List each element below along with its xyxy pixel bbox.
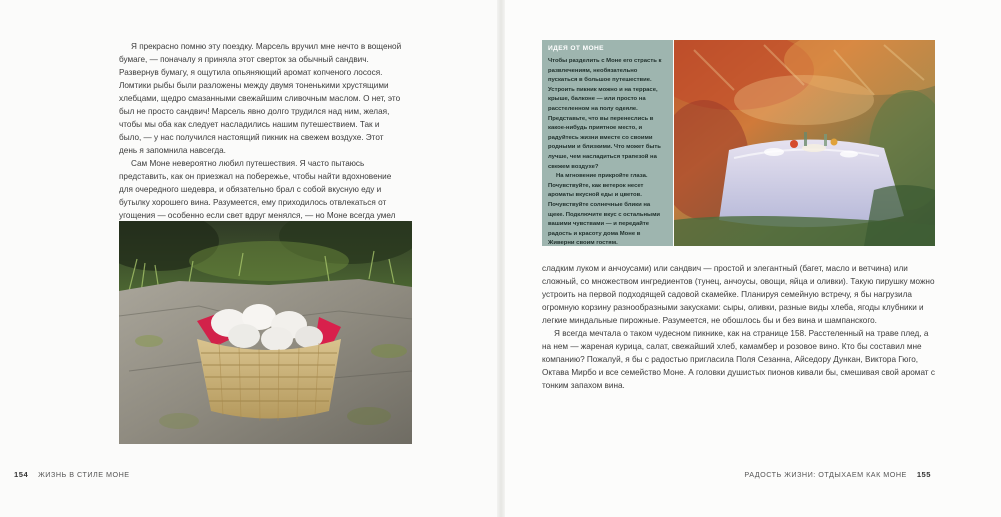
running-title: ЖИЗНЬ В СТИЛЕ МОНЕ bbox=[38, 470, 130, 479]
sidebar-title: ИДЕЯ ОТ МОНЕ bbox=[548, 45, 604, 52]
page-number: 155 bbox=[916, 470, 931, 479]
paragraph: Сам Моне невероятно любил путешествия. Я часто пытаюсь представить, как он приезжал на побережье, чтобы найти вдохновение для очередного шедевра, и обязательно брал с собой вкусную еду и бутылку хорошего вина. Разумеется, ему приходилось отвлекаться от угощения — особенно если свет вдруг менялся, — но Моне всегда умел bbox=[119, 159, 396, 220]
paragraph: сладким луком и анчоусами) или сандвич — простой и элегантный (багет, масло и ветчина) или сложный, со множеством ингредиентов (тунец, анчоусы, овощи, яйца и оливки). Такую пирушку можно устроить на первой подходящей садовой скамейке. Планируя семейную встречу, я бы нагрузила огромную корзину разнообразными закусками: сыры, оливки, разные виды хлеба, ягоды клубники и легкие миндальные пирожные. Разумеется, не обошлось бы и без вина и шампанского. bbox=[542, 264, 935, 325]
paragraph: Я всегда мечтала о таком чудесном пикнике, как на странице 158. Расстеленный на траве плед, а на нем — жареная курица, салат, свежайший хлеб, камамбер и розовое вино. Кто бы составил мне компанию? Пожалуй, я бы с радостью пригласила Поля Сезанна, Айседору Дункан, Виктора Гюго, Октава Мирбо и все семейство Моне. А головки душистых пионов кивали бы, смешивая свой аромат с тонким запахом вина. bbox=[542, 329, 935, 390]
monet-idea-sidebar bbox=[542, 40, 673, 246]
sidebar-paragraph: На мгновение прикройте глаза. Почувствуйте, как ветерок несет ароматы вкусной еды и цветов. Почувствуйте солнечные блики на щеке. Подключите вкус с остальными вашими чувствами — и передайте радость и красоту дома Моне в Живерни своим гостям. bbox=[548, 173, 661, 247]
right-page-body-text bbox=[542, 262, 935, 392]
monet-painting-table-under-trees bbox=[674, 40, 935, 246]
sidebar-paragraph: Чтобы разделить с Моне его страсть к развлечениям, необязательно пускаться в большое путешествие. Устроить пикник можно и на террасе, крыше, балконе — или просто на расстеленном на полу одеяле. Представьте, что вы перенеслись в какое-нибудь приятное место, и радуйтесь жизни вместе со своими родными и близкими. Что может быть лучше, чем насладиться трапезой на свежем воздухе? bbox=[548, 58, 662, 170]
basket-of-eggs-photo bbox=[119, 221, 412, 444]
sidebar-body bbox=[548, 57, 667, 249]
right-folio bbox=[744, 470, 931, 479]
left-folio bbox=[14, 470, 130, 479]
page-number: 154 bbox=[14, 470, 29, 479]
paragraph: Я прекрасно помню эту поездку. Марсель вручил мне нечто в вощеной бумаге, — поначалу я приняла этот сверток за обычный сандвич. Развернув бумагу, я ощутила опьяняющий аромат копченого лосося. Ломтики рыбы были разложены между двумя тоненькими хрустящими хлебцами, щедро смазанными свежайшим сливочным маслом. О нет, это был не просто сандвич! Марсель явно долго трудился над ним, желая, чтобы мы оба как следует насладились нашим путешествием. Так и было, — у нас получился настоящий пикник на свежем воздухе. Этот день я запомнила навсегда. bbox=[119, 42, 402, 155]
running-title: РАДОСТЬ ЖИЗНИ: ОТДЫХАЕМ КАК МОНЕ bbox=[744, 470, 907, 479]
book-gutter bbox=[497, 0, 505, 517]
